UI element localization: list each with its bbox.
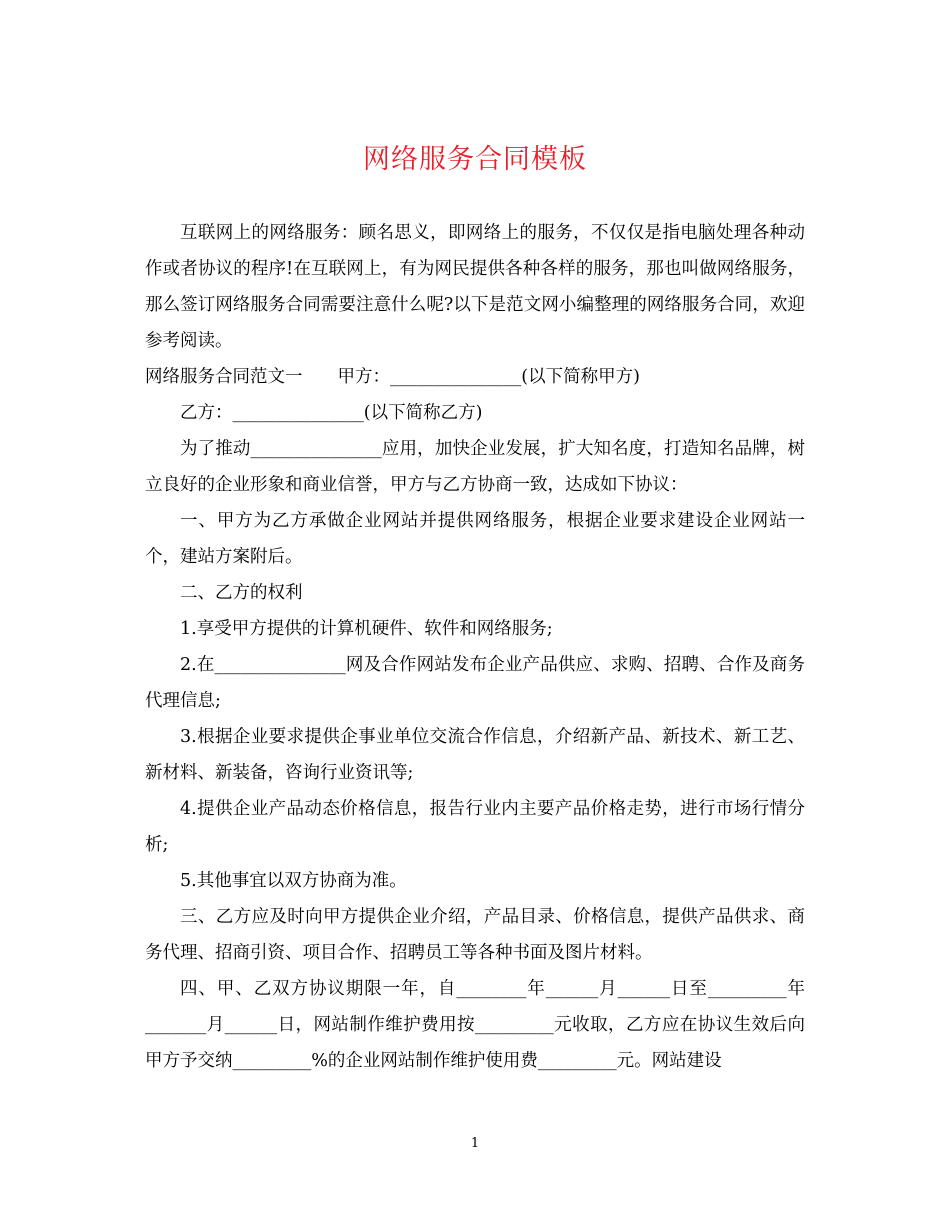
clause-three: 三、乙方应及时向甲方提供企业介绍，产品目录、价格信息，提供产品供求、商务代理、招商引资、项目合作、招聘员工等各种书面及图片材料。	[145, 907, 805, 963]
purpose-paragraph: 为了推动_______________应用，加快企业发展，扩大知名度，打造知名品牌，树立良好的企业形象和商业信誉，甲方与乙方协商一致，达成如下协议：	[145, 439, 805, 495]
right-item-5: 5.其他事宜以双方协商为准。	[180, 871, 407, 891]
clause-two-heading: 二、乙方的权利	[180, 583, 303, 603]
right-item-4: 4.提供企业产品动态价格信息，报告行业内主要产品价格走势，进行市场行情分析;	[145, 799, 805, 855]
right-item-3: 3.根据企业要求提供企事业单位交流合作信息，介绍新产品、新技术、新工艺、新材料、新装备，咨询行业资讯等;	[145, 727, 805, 783]
party-a-line: 网络服务合同范文一 甲方：_______________(以下简称甲方)	[145, 367, 640, 387]
document-title: 网络服务合同模板	[363, 144, 587, 175]
clause-one: 一、甲方为乙方承做企业网站并提供网络服务，根据企业要求建设企业网站一个，建站方案附后。	[145, 511, 805, 567]
intro-paragraph: 互联网上的网络服务：顾名思义，即网络上的服务，不仅仅是指电脑处理各种动作或者协议的程序!在互联网上，有为网民提供各种各样的服务，那也叫做网络服务，那么签订网络服务合同需要注意什么呢?以下是范文网小编整理的网络服务合同，欢迎参考阅读。	[145, 223, 805, 351]
document-body	[145, 215, 805, 1079]
right-item-2: 2.在_______________网及合作网站发布企业产品供应、求购、招聘、合作及商务代理信息;	[145, 655, 805, 711]
clause-four: 四、甲、乙双方协议期限一年，自________年______月______日至_________年_______月______日，网站制作维护费用按_________元收取，乙方应在协议生效后向甲方予交纳_________%的企业网站制作维护使用费_________元。网站建设	[145, 979, 805, 1071]
party-b-line: 乙方：_______________(以下简称乙方)	[180, 403, 483, 423]
page-number: 1	[470, 1136, 480, 1151]
right-item-1: 1.享受甲方提供的计算机硬件、软件和网络服务;	[180, 619, 553, 639]
